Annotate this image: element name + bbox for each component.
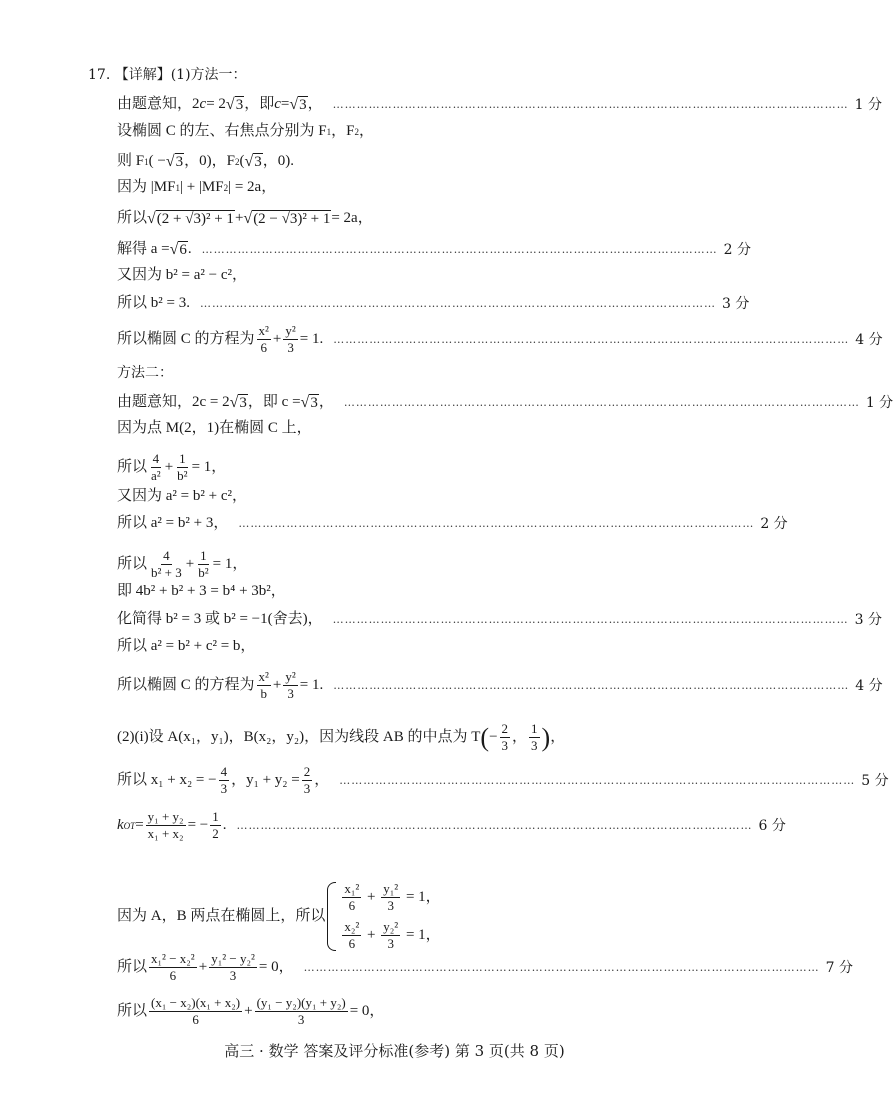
leader-dots: ………………………………………………………………………………………………………………… xyxy=(339,774,856,788)
p2-line-1: (2)(i)设 A(x₁，y₁)，B(x₂，y₂)，因为线段 AB 的中点为 T ( − $\frac{2}{3}$ ， $\frac{1}{3}$ ) ， xyxy=(117,721,566,754)
equation-system xyxy=(327,882,440,951)
m2-line-6: 所以 $\frac{4}{\text{b² + 3}}$ + $\frac{1}{\text{b²}}$ = 1， xyxy=(117,548,248,581)
score-label: 2 分 xyxy=(760,515,788,532)
sqrt: √ 3 xyxy=(289,96,307,113)
leader-dots: ………………………………………………………………………………………………………………… xyxy=(343,396,860,409)
m2-line-8: 化简得 b² = 3 或 b² = −1(舍去)， ………………………………………………………………………………………………………………… 3 分 xyxy=(117,611,882,628)
m2-line-1: 由题意知，2c = 2 √ 3 ，即 c = √ 3 ， ………………………………………………………………………………………………………………… 1 分 xyxy=(117,394,893,411)
leader-dots: ………………………………………………………………………………………………………………… xyxy=(236,819,753,833)
heading-text: 17. 【详解】(1)方法一： xyxy=(88,67,247,83)
score-label: 2 分 xyxy=(723,241,752,258)
m1-line-7: 又因为 b² = a² − c²， xyxy=(117,267,247,283)
fraction: $\frac{4}{\text{b² + 3}}$ xyxy=(151,548,182,581)
leader-dots: ………………………………………………………………………………………………………………… xyxy=(333,679,850,693)
m1-line-8: 所以 b² = 3. ………………………………………………………………………………………………………………… 3 分 xyxy=(117,295,750,312)
fraction: $\frac{\text{y₁ + y₂}}{\text{x₁ + x₂}}$ xyxy=(147,809,184,842)
p2-line-6: 所以 $\frac{\text{(x₁ − x₂)(x₁ + x₂)}}{6}$ + $\frac{\text{(y₁ − y₂)(y₁ + y₂)}}{3}$ = 0， xyxy=(117,995,385,1028)
m2-line-3: 所以 $\frac{4}{\text{a²}}$ + $\frac{1}{\text{b²}}$ = 1， xyxy=(117,451,227,484)
m1-line-5: 所以 √ (2 + √3)² + 1 + √ (2 − √3)² + 1 = 2a， xyxy=(117,210,373,227)
leader-dots: ………………………………………………………………………………………………………………… xyxy=(332,613,849,626)
left-brace xyxy=(327,882,336,951)
m2-line-4: 又因为 a² = b² + c²， xyxy=(117,488,247,504)
m2-line-9: 所以 a² = b² + c² = b， xyxy=(117,638,256,654)
m2-line-5: 所以 a² = b² + 3， ………………………………………………………………………………………………………………… 2 分 xyxy=(117,515,788,532)
fraction: $\frac{4}{3}$ xyxy=(220,764,228,797)
m1-line-2: 设椭圆 C 的左、右焦点分别为 F 1 ，F 2 ， xyxy=(117,123,374,139)
fraction: $\frac{\text{x²}}{b}$ xyxy=(258,669,269,702)
leader-dots: ………………………………………………………………………………………………………………… xyxy=(199,297,716,310)
m1-line-4: 因为 |MF 1 | + |MF 2 | = 2a， xyxy=(117,179,277,195)
system-row-1: $\frac{\text{x₁²}}{6}$ + $\frac{\text{y₁²}}{3}$ = 1， xyxy=(344,881,441,914)
leader-dots: ………………………………………………………………………………………………………………… xyxy=(303,961,820,975)
fraction: $\frac{\text{x²}}{6}$ xyxy=(258,323,269,356)
m1-line-6: 解得 a = √ 6 . ………………………………………………………………………………………………………………… 2 分 xyxy=(117,241,752,258)
leader-dots: ………………………………………………………………………………………………………………… xyxy=(238,517,755,530)
fraction: $\frac{1}{3}$ xyxy=(531,721,538,754)
score-label: 7 分 xyxy=(825,959,853,976)
fraction: $\frac{\text{(x₁ − x₂)(x₁ + x₂)}}{6}$ xyxy=(151,995,241,1028)
m2-title: 方法二： xyxy=(117,365,173,381)
m1-line-1: 由题意知，2 c = 2 √ 3 ，即 c = √ 3 ， ………………………………………………………………………………………………………………… 1 分 xyxy=(117,96,882,113)
fraction: $\frac{2}{3}$ xyxy=(303,764,311,797)
score-label: 4 分 xyxy=(855,677,883,694)
fraction: $\frac{\text{y²}}{3}$ xyxy=(285,669,296,702)
fraction: $\frac{1}{\text{b²}}$ xyxy=(198,548,209,581)
page-footer: 高三 · 数学 答案及评分标准(参考) 第 3 页(共 8 页) xyxy=(224,1042,565,1060)
score-label: 1 分 xyxy=(854,96,882,113)
p2-line-2: 所以 x₁ + x₂ = − $\frac{4}{3}$ ，y₁ + y₂ = $\frac{2}{3}$ ， ………………………………………………………………………………………………………………… 5 分 xyxy=(117,764,889,797)
m1-line-3: 则 F 1 ( − √ 3 ，0)，F 2 ( √ 3 ，0). xyxy=(117,153,294,170)
fraction: $\frac{2}{3}$ xyxy=(501,721,509,754)
p2-line-3: k OT = $\frac{\text{y₁ + y₂}}{\text{x₁ + x₂}}$ = − $\frac{1}{2}$ . ………………………………………………………………………………………………………………… 6 分 xyxy=(117,809,786,842)
fraction: $\frac{\text{y₁² − y₂²}}{3}$ xyxy=(211,951,255,984)
m2-line-10: 所以椭圆 C 的方程为 $\frac{\text{x²}}{b}$ + $\frac{\text{y²}}{3}$ = 1. ………………………………………………………………………………………………………………… 4 分 xyxy=(117,669,883,702)
fraction: $\frac{\text{x₁² − x₂²}}{6}$ xyxy=(151,951,195,984)
fraction: $\frac{1}{2}$ xyxy=(212,809,219,842)
leader-dots: ………………………………………………………………………………………………………………… xyxy=(333,333,850,347)
fraction: $\frac{1}{\text{b²}}$ xyxy=(177,451,188,484)
score-label: 3 分 xyxy=(854,611,882,628)
fraction: $\frac{\text{(y₁ − y₂)(y₁ + y₂)}}{3}$ xyxy=(256,995,346,1028)
system-row-2: $\frac{\text{x₂²}}{6}$ + $\frac{\text{y₂²}}{3}$ = 1， xyxy=(344,918,441,951)
leader-dots: ………………………………………………………………………………………………………………… xyxy=(332,98,849,111)
m2-line-7: 即 4b² + b² + 3 = b⁴ + 3b²， xyxy=(117,583,286,599)
sqrt: √ 3 xyxy=(225,96,244,113)
p2-line-4: 因为 A，B 两点在椭圆上，所以 $\frac{\text{x₁²}}{6}$ + $\frac{\text{y₁²}}{3}$ = 1， $\frac{\text{x₂²}}{6}$ + $\frac{\text{y₂²}}{3}$ = 1， xyxy=(117,881,441,951)
fraction: $\frac{4}{\text{a²}}$ xyxy=(151,451,161,484)
score-label: 3 分 xyxy=(721,295,750,312)
p2-line-5: 所以 $\frac{\text{x₁² − x₂²}}{6}$ + $\frac{\text{y₁² − y₂²}}{3}$ = 0， ………………………………………………………………………………………………………………… 7 分 xyxy=(117,951,853,984)
m2-line-2: 因为点 M(2，1)在椭圆 C 上， xyxy=(117,420,312,436)
fraction: $\frac{\text{y²}}{3}$ xyxy=(285,323,296,356)
score-label: 5 分 xyxy=(861,772,889,789)
score-label: 6 分 xyxy=(758,817,786,834)
question-heading xyxy=(88,68,678,82)
m1-line-9: 所以椭圆 C 的方程为 $\frac{\text{x²}}{6}$ + $\frac{\text{y²}}{3}$ = 1. ………………………………………………………………………………………………………………… 4 分 xyxy=(117,323,883,356)
score-label: 1 分 xyxy=(865,394,893,411)
leader-dots: ………………………………………………………………………………………………………………… xyxy=(201,243,718,256)
score-label: 4 分 xyxy=(855,331,883,348)
